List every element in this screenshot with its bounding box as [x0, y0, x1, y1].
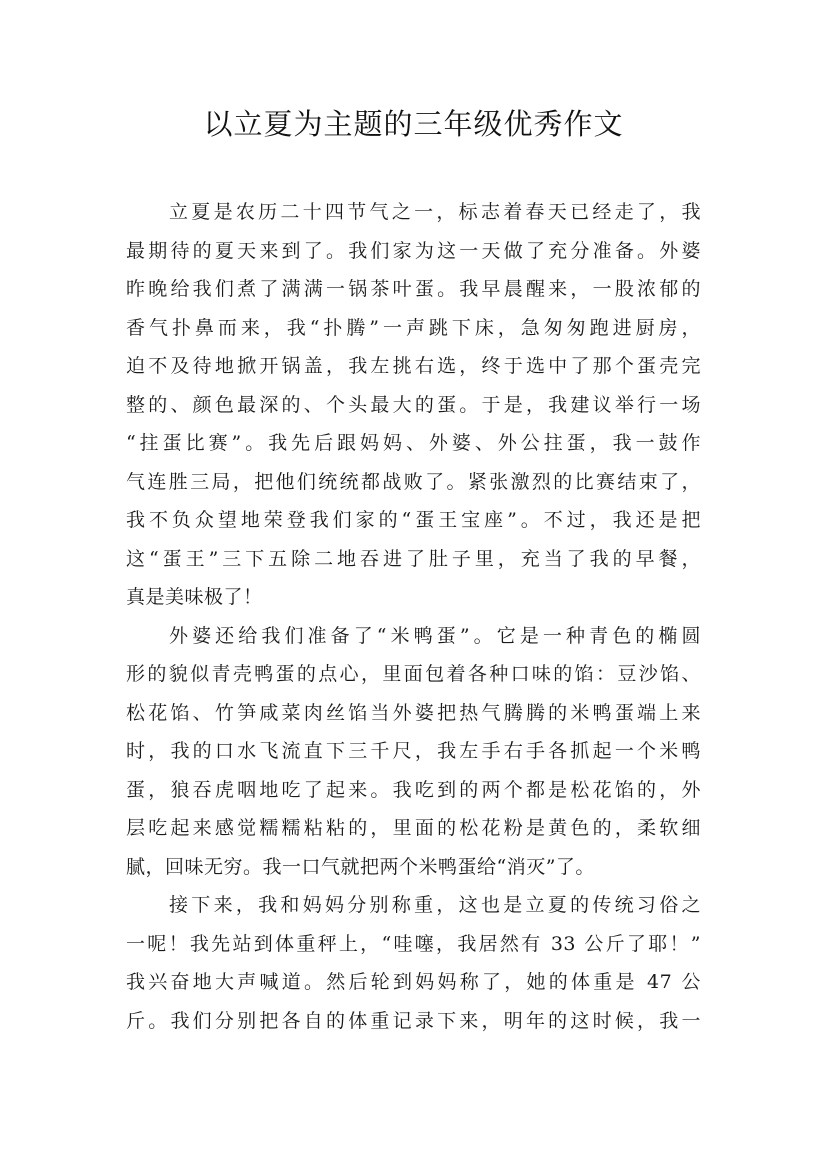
text-line: 一呢！我先站到体重秤上，“哇噻，我居然有 33 公斤了耶！” [126, 932, 701, 955]
document-title: 以立夏为主题的三年级优秀作文 [203, 107, 624, 141]
text-line: 我兴奋地大声喊道。然后轮到妈妈称了，她的体重是 47 公 [126, 971, 701, 993]
text-line: 这“蛋王”三下五除二地吞进了肚子里，充当了我的早餐， [126, 547, 701, 570]
paragraph-2 [126, 617, 701, 887]
text-line: 整的、颜色最深的、个头最大的蛋。于是，我建议举行一场 [126, 393, 701, 416]
paragraph-3 [126, 886, 701, 1040]
text-line: 我不负众望地荣登我们家的“蛋王宝座”。不过，我还是把 [126, 509, 701, 531]
document-body [126, 193, 701, 1040]
text-line: 蛋，狼吞虎咽地吃了起来。我吃到的两个都是松花馅的，外 [126, 778, 701, 801]
text-line: 迫不及待地掀开锅盖，我左挑右选，终于选中了那个蛋壳完 [126, 355, 701, 377]
text-line: 层吃起来感觉糯糯粘粘的，里面的松花粉是黄色的，柔软细 [126, 817, 701, 839]
text-line: 接下来，我和妈妈分别称重，这也是立夏的传统习俗之 [169, 894, 701, 916]
text-line: 外婆还给我们准备了“米鸭蛋”。它是一种青色的椭圆 [169, 624, 701, 647]
text-line: 腻，回味无穷。我一口气就把两个米鸭蛋给“消灭”了。 [126, 855, 595, 878]
text-line: 时，我的口水飞流直下三千尺，我左手右手各抓起一个米鸭 [126, 740, 701, 762]
text-line: 气连胜三局，把他们统统都战败了。紧张激烈的比赛结束了， [126, 470, 701, 493]
text-line: 真是美味极了！ [126, 586, 263, 608]
text-line: 昨晚给我们煮了满满一锅茶叶蛋。我早晨醒来，一股浓郁的 [126, 278, 701, 300]
text-line: “拄蛋比赛”。我先后跟妈妈、外婆、外公拄蛋，我一鼓作 [126, 432, 701, 454]
text-line: 立夏是农历二十四节气之一，标志着春天已经走了，我 [169, 201, 701, 223]
text-line: 松花馅、竹笋咸菜肉丝馅当外婆把热气腾腾的米鸭蛋端上来 [126, 701, 701, 724]
text-line: 斤。我们分别把各自的体重记录下来，明年的这时候，我一 [126, 1009, 701, 1032]
text-line: 最期待的夏天来到了。我们家为这一天做了充分准备。外婆 [126, 239, 701, 262]
text-line: 形的貌似青壳鸭蛋的点心，里面包着各种口味的馅：豆沙馅、 [126, 663, 701, 685]
paragraph-1 [126, 193, 701, 617]
text-line: 香气扑鼻而来，我“扑腾”一声跳下床，急匆匆跑进厨房， [126, 316, 701, 339]
